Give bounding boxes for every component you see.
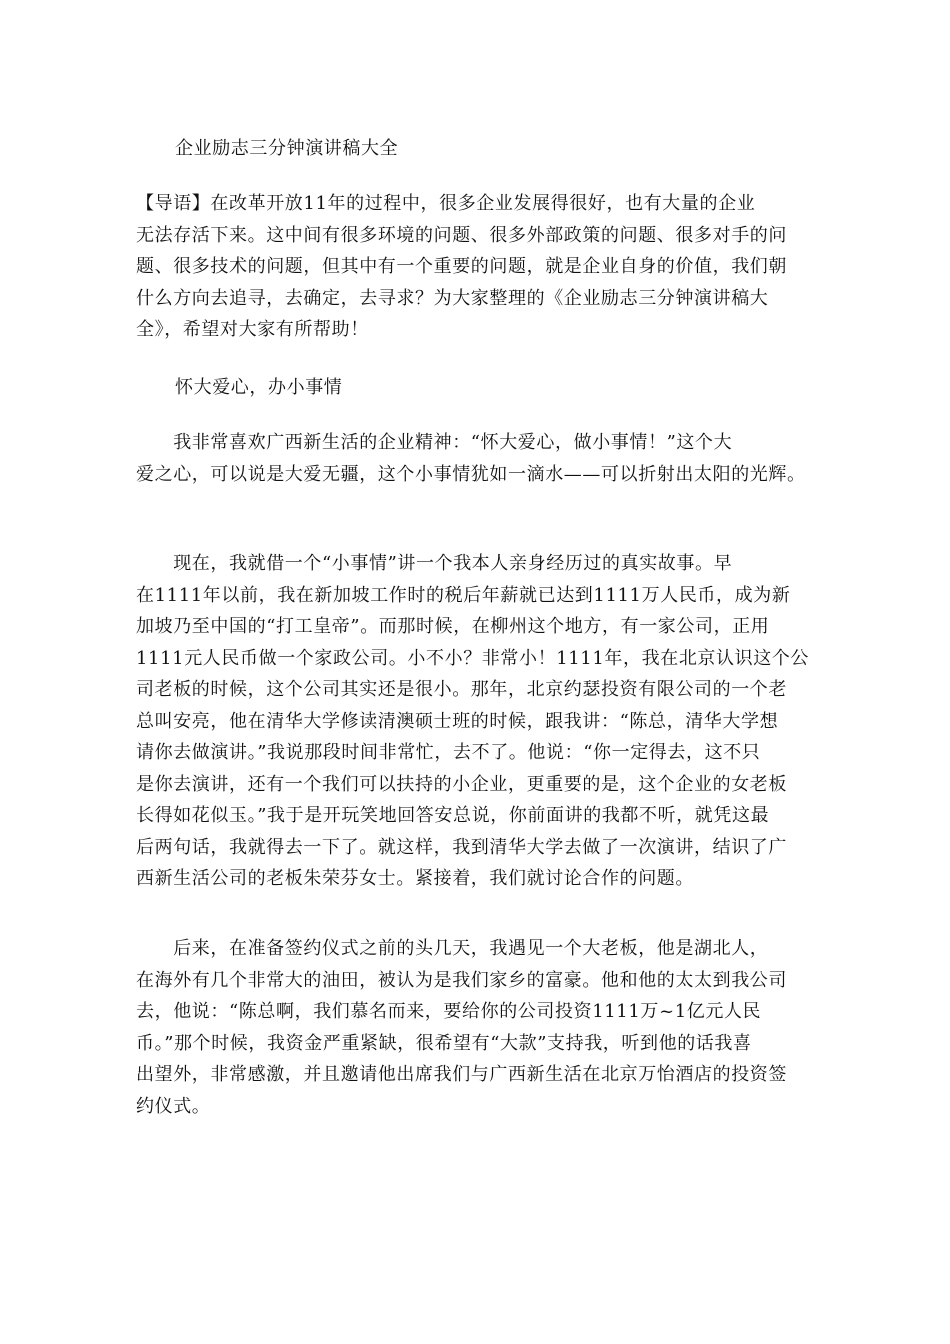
body-paragraph-2: 现在，我就借一个“小事情”讲一个我本人亲身经历过的真实故事。早 在1111年以前，我在新加坡工作时的税后年薪就已达到1111万人民币，成为新 加坡乃至中国的“打工皇帝”。而那时候，在柳州这个地方，有一家公司，正用 1111元人民币做一个家政公司。小不小？非常小！1111年，我在北京认识这个公 司老板的时候，这个公司其实还是很小。那年，北京约瑟投资有限公司的一个老 总叫安亮，他在清华大学修读清澳硕士班的时候，跟我讲：“陈总，清华大学想 请你去做演讲。”我说那段时间非常忙，去不了。他说：“你一定得去，这不只 是你去演讲，还有一个我们可以扶持的小企业，更重要的是，这个企业的女老板 长得如花似玉。”我于是开玩笑地回答安总说，你前面讲的我都不听，就凭这最 后两句话，我就得去一下了。就这样，我到清华大学去做了一次演讲，结识了广 西新生活公司的老板朱荣芬女士。紧接着，我们就讨论合作的问题。 xyxy=(136,553,810,889)
body-paragraph-3: 后来，在准备签约仪式之前的头几天，我遇见一个大老板，他是湖北人， 在海外有几个非常大的油田，被认为是我们家乡的富豪。他和他的太太到我公司 去，他说：“陈总啊，我们慕名而来，要给你的公司投资1111万~1亿元人民 币。”那个时候，我资金严重紧缺，很希望有“大款”支持我，听到他的话我喜 出望外，非常感激，并且邀请他出席我们与广西新生活在北京万怡酒店的投资签 约仪式。 xyxy=(136,938,787,1117)
section-subtitle: 怀大爱心，办小事情 xyxy=(175,377,343,398)
document-title: 企业励志三分钟演讲稿大全 xyxy=(175,138,399,159)
intro-paragraph: 【导语】在改革开放11年的过程中，很多企业发展得很好，也有大量的企业 无法存活下来。这中间有很多环境的问题、很多外部政策的问题、很多对手的问 题、很多技术的问题，但其中有一个重要的问题，就是企业自身的价值，我们朝 什么方向去追寻，去确定，去寻求？为大家整理的《企业励志三分钟演讲稿大 全》，希望对大家有所帮助！ xyxy=(136,193,787,340)
body-paragraph-1: 我非常喜欢广西新生活的企业精神：“怀大爱心，做小事情！”这个大 爱之心，可以说是大爱无疆，这个小事情犹如一滴水——可以折射出太阳的光辉。 xyxy=(136,432,806,485)
